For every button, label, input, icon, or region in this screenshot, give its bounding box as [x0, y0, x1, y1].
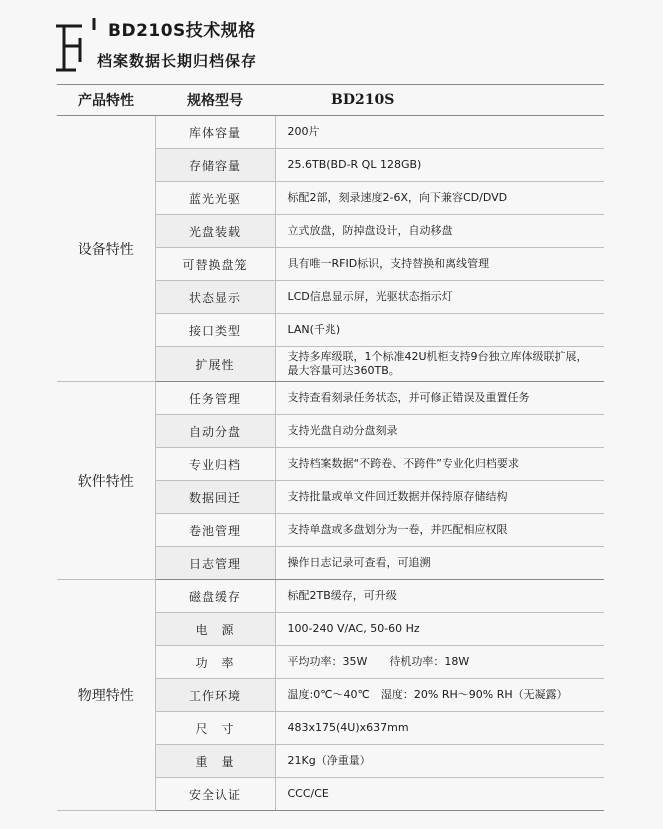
spec-name: 数据回迁: [155, 481, 275, 514]
table-row: [57, 580, 604, 613]
bracket-e-logo-icon: [54, 16, 102, 72]
column-header-product: BD210S: [275, 85, 604, 116]
spec-name: 状态显示: [155, 281, 275, 314]
spec-name: 卷池管理: [155, 514, 275, 547]
spec-table: [57, 84, 604, 811]
spec-name: 磁盘缓存: [155, 580, 275, 613]
spec-value: 支持查看刻录任务状态，并可修正错误及重置任务: [275, 382, 604, 415]
spec-value: 200片: [275, 116, 604, 149]
spec-value: LCD信息显示屏，光驱状态指示灯: [275, 281, 604, 314]
spec-name: 专业归档: [155, 448, 275, 481]
table-row: [57, 382, 604, 415]
spec-name: 接口类型: [155, 314, 275, 347]
spec-value: 支持单盘或多盘划分为一卷，并匹配相应权限: [275, 514, 604, 547]
spec-value: 支持多库级联，1个标准42U机柜支持9台独立库体级联扩展，最大容量可达360TB。: [275, 347, 604, 382]
spec-value: CCC/CE: [275, 778, 604, 811]
spec-value: 立式放盘，防掉盘设计，自动移盘: [275, 215, 604, 248]
spec-name: 日志管理: [155, 547, 275, 580]
spec-name: 工作环境: [155, 679, 275, 712]
spec-name: 尺 寸: [155, 712, 275, 745]
column-header-model: 规格型号: [155, 85, 275, 116]
spec-name: 电 源: [155, 613, 275, 646]
page-subtitle: 档案数据长期归档保存: [97, 52, 258, 70]
spec-name: 扩展性: [155, 347, 275, 382]
spec-value: 支持批量或单文件回迁数据并保持原存储结构: [275, 481, 604, 514]
table-row: [57, 116, 604, 149]
spec-value: 标配2TB缓存，可升级: [275, 580, 604, 613]
spec-value: 支持档案数据“不跨卷、不跨件”专业化归档要求: [275, 448, 604, 481]
spec-value: 25.6TB(BD-R QL 128GB): [275, 149, 604, 182]
table-header-row: [57, 85, 604, 116]
spec-name: 库体容量: [155, 116, 275, 149]
page-title: BD210S技术规格: [108, 21, 256, 41]
spec-name: 任务管理: [155, 382, 275, 415]
category-label: 物理特性: [57, 580, 155, 811]
spec-value: 483x175(4U)x637mm: [275, 712, 604, 745]
spec-value: 21Kg（净重量）: [275, 745, 604, 778]
spec-value: 标配2部，刻录速度2-6X，向下兼容CD/DVD: [275, 182, 604, 215]
spec-name: 可替换盘笼: [155, 248, 275, 281]
spec-table-body: [57, 116, 604, 811]
spec-name: 蓝光光驱: [155, 182, 275, 215]
category-label: 设备特性: [57, 116, 155, 382]
spec-name: 光盘装载: [155, 215, 275, 248]
column-header-feature: 产品特性: [57, 85, 155, 116]
spec-value: 100-240 V/AC, 50-60 Hz: [275, 613, 604, 646]
spec-value: 温度:0℃～40℃ 湿度：20% RH～90% RH（无凝露）: [275, 679, 604, 712]
spec-value: 平均功率：35W 待机功率：18W: [275, 646, 604, 679]
spec-name: 功 率: [155, 646, 275, 679]
spec-name: 存储容量: [155, 149, 275, 182]
spec-value: 操作日志记录可查看，可追溯: [275, 547, 604, 580]
spec-name: 安全认证: [155, 778, 275, 811]
spec-value: 具有唯一RFID标识，支持替换和离线管理: [275, 248, 604, 281]
spec-name: 重 量: [155, 745, 275, 778]
spec-name: 自动分盘: [155, 415, 275, 448]
spec-value: LAN(千兆): [275, 314, 604, 347]
category-label: 软件特性: [57, 382, 155, 580]
spec-value: 支持光盘自动分盘刻录: [275, 415, 604, 448]
